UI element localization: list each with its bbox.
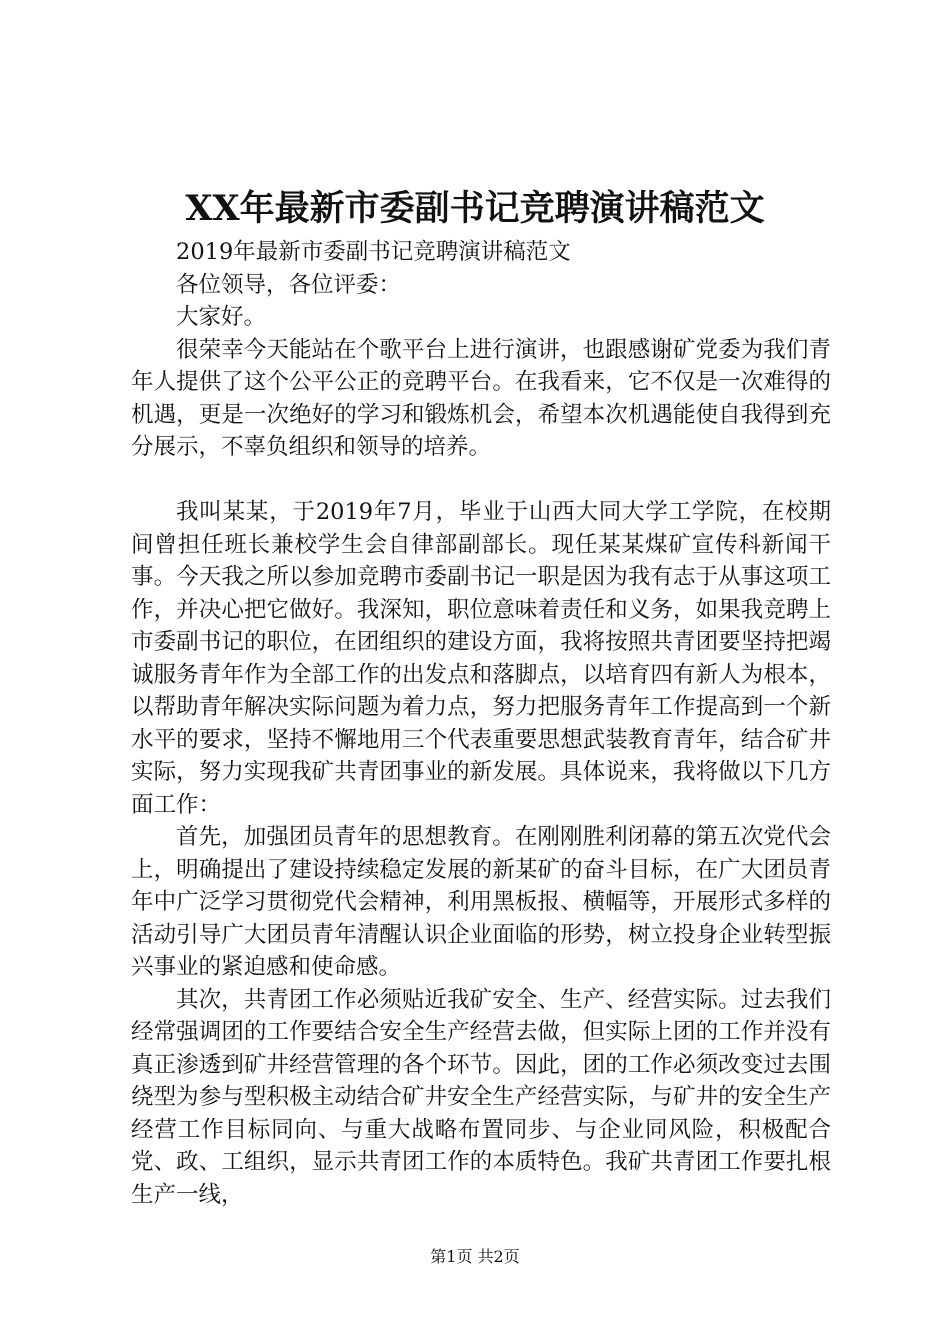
second-point-paragraph: 其次，共青团工作必须贴近我矿安全、生产、经营实际。过去我们经常强调团的工作要结合安全生产经营去做，但实际上团的工作并没有真正渗透到矿井经营管理的各个环节。因此，团的工作必须改变过去围绕型为参与型积极主动结合矿井安全生产经营实际，与矿井的安全生产经营工作目标同向、与重大战略布置同步、与企业同风险，积极配合党、政、工组织，显示共青团工作的本质特色。我矿共青团工作要扎根生产一线， <box>131 986 831 1208</box>
document-body <box>131 236 831 1211</box>
self-introduction-paragraph: 我叫某某，于2019年7月，毕业于山西大同大学工学院，在校期间曾担任班长兼校学生会自律部副部长。现任某某煤矿宣传科新闻干事。今天我之所以参加竞聘市委副书记一职是因为我有志于从事这项工作，并决心把它做好。我深知，职位意味着责任和义务，如果我竞聘上市委副书记的职位，在团组织的建设方面，我将按照共青团要坚持把竭诚服务青年作为全部工作的出发点和落脚点，以培育四有新人为根本，以帮助青年解决实际问题为着力点，努力把服务青年工作提高到一个新水平的要求，坚持不懈地用三个代表重要思想武装教育青年，结合矿井实际，努力实现我矿共青团事业的新发展。具体说来，我将做以下几方面工作： <box>131 499 831 818</box>
page-number-footer: 第1页 共2页 <box>430 1247 520 1266</box>
subtitle-paragraph: 2019年最新市委副书记竞聘演讲稿范文 <box>176 239 571 265</box>
salutation-paragraph: 各位领导，各位评委： <box>176 271 402 298</box>
intro-paragraph: 很荣幸今天能站在个歌平台上进行演讲，也跟感谢矿党委为我们青年人提供了这个公平公正的竞聘平台。在我看来，它不仅是一次难得的机遇，更是一次绝好的学习和锻炼机会，希望本次机遇能使自我得到充分展示，不辜负组织和领导的培养。 <box>131 336 831 460</box>
first-point-paragraph: 首先，加强团员青年的思想教育。在刚刚胜利闭幕的第五次党代会上，明确提出了建设持续稳定发展的新某矿的奋斗目标，在广大团员青年中广泛学习贯彻党代会精神，利用黑板报、横幅等，开展形式多样的活动引导广大团员青年清醒认识企业面临的形势，树立投身企业转型振兴事业的紧迫感和使命感。 <box>131 824 831 980</box>
document-title: XX年最新市委副书记竞聘演讲稿范文 <box>185 188 765 229</box>
greeting-paragraph: 大家好。 <box>176 304 267 330</box>
